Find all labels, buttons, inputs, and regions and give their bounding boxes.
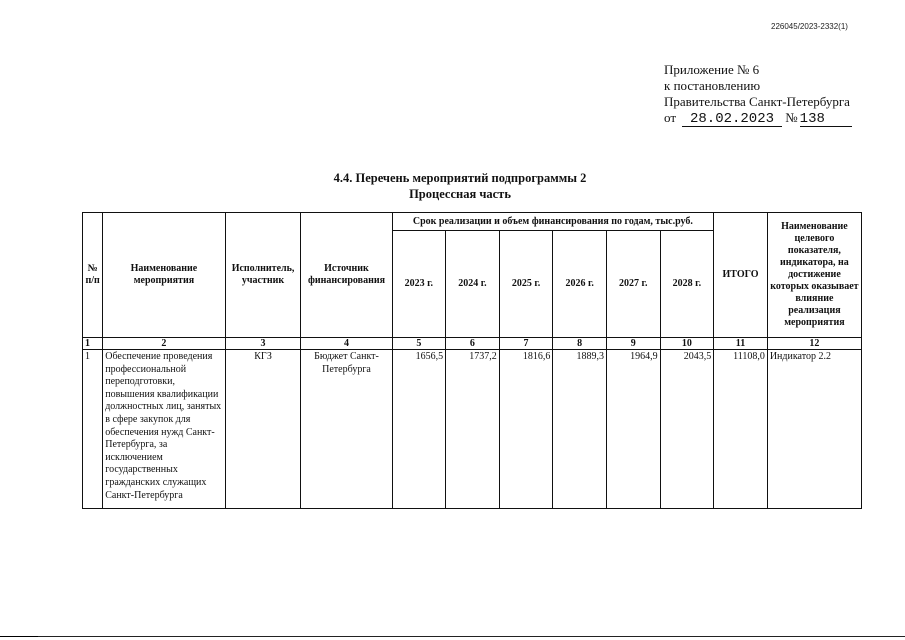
header-source: Источник финансирования <box>301 213 392 338</box>
row-value-2026: 1889,3 <box>553 350 607 509</box>
title-line-2: Процессная часть <box>409 187 511 201</box>
column-number: 1 <box>83 338 103 350</box>
row-value-2025: 1816,6 <box>499 350 553 509</box>
header-row-1 <box>83 213 862 231</box>
appendix-line-3: Правительства Санкт-Петербурга <box>664 94 850 109</box>
appendix-line-1: Приложение № 6 <box>664 62 760 77</box>
header-year: 2024 г. <box>446 231 500 338</box>
header-year: 2028 г. <box>660 231 714 338</box>
resolution-date: 28.02.2023 <box>682 112 782 127</box>
column-number: 2 <box>103 338 225 350</box>
row-activity-name: Обеспечение проведения профессиональной переподготовки, повышения квалификации должностных лиц, занятых в сфере закупок для обеспечения нужд Санкт-Петербурга, за исключением государственных гражданских служащих Санкт-Петербурга <box>103 350 225 509</box>
column-number: 9 <box>606 338 660 350</box>
column-number: 4 <box>301 338 392 350</box>
row-source: Бюджет Санкт-Петербурга <box>301 350 392 509</box>
appendix-block <box>664 62 852 127</box>
header-year: 2023 г. <box>392 231 446 338</box>
resolution-number: 138 <box>800 112 852 127</box>
header-indicator: Наименование целевого показателя, индикатора, на достижение которых оказывает влияние реализация мероприятия <box>767 213 861 338</box>
row-executor: КГЗ <box>225 350 301 509</box>
column-number-row <box>83 338 862 350</box>
column-number: 11 <box>714 338 768 350</box>
activities-table <box>82 212 862 509</box>
column-number: 6 <box>446 338 500 350</box>
row-value-2027: 1964,9 <box>606 350 660 509</box>
table-row <box>83 350 862 509</box>
document-number: 226045/2023-2332(1) <box>771 22 848 31</box>
appendix-line-2: к постановлению <box>664 78 761 93</box>
title-line-1: 4.4. Перечень мероприятий подпрограммы 2 <box>333 171 587 185</box>
column-number: 5 <box>392 338 446 350</box>
number-prefix: № <box>785 110 798 125</box>
row-value-2028: 2043,5 <box>660 350 714 509</box>
header-name: Наименование мероприятия <box>103 213 225 338</box>
header-period: Срок реализации и объем финансирования по годам, тыс.руб. <box>392 213 714 231</box>
date-prefix: от <box>664 110 677 125</box>
column-number: 12 <box>767 338 861 350</box>
row-indicator: Индикатор 2.2 <box>767 350 861 509</box>
row-value-2023: 1656,5 <box>392 350 446 509</box>
header-year: 2025 г. <box>499 231 553 338</box>
row-total: 11108,0 <box>714 350 768 509</box>
row-value-2024: 1737,2 <box>446 350 500 509</box>
page-bottom-edge <box>0 636 905 637</box>
column-number: 3 <box>225 338 301 350</box>
document-title <box>270 170 650 202</box>
header-year: 2026 г. <box>553 231 607 338</box>
header-executor: Исполнитель, участник <box>225 213 301 338</box>
column-number: 7 <box>499 338 553 350</box>
appendix-date-line <box>664 110 852 127</box>
column-number: 8 <box>553 338 607 350</box>
column-number: 10 <box>660 338 714 350</box>
row-num: 1 <box>83 350 103 509</box>
scan-edge-mark <box>0 636 38 637</box>
header-year: 2027 г. <box>606 231 660 338</box>
header-total: ИТОГО <box>714 213 768 338</box>
header-num: № п/п <box>83 213 103 338</box>
